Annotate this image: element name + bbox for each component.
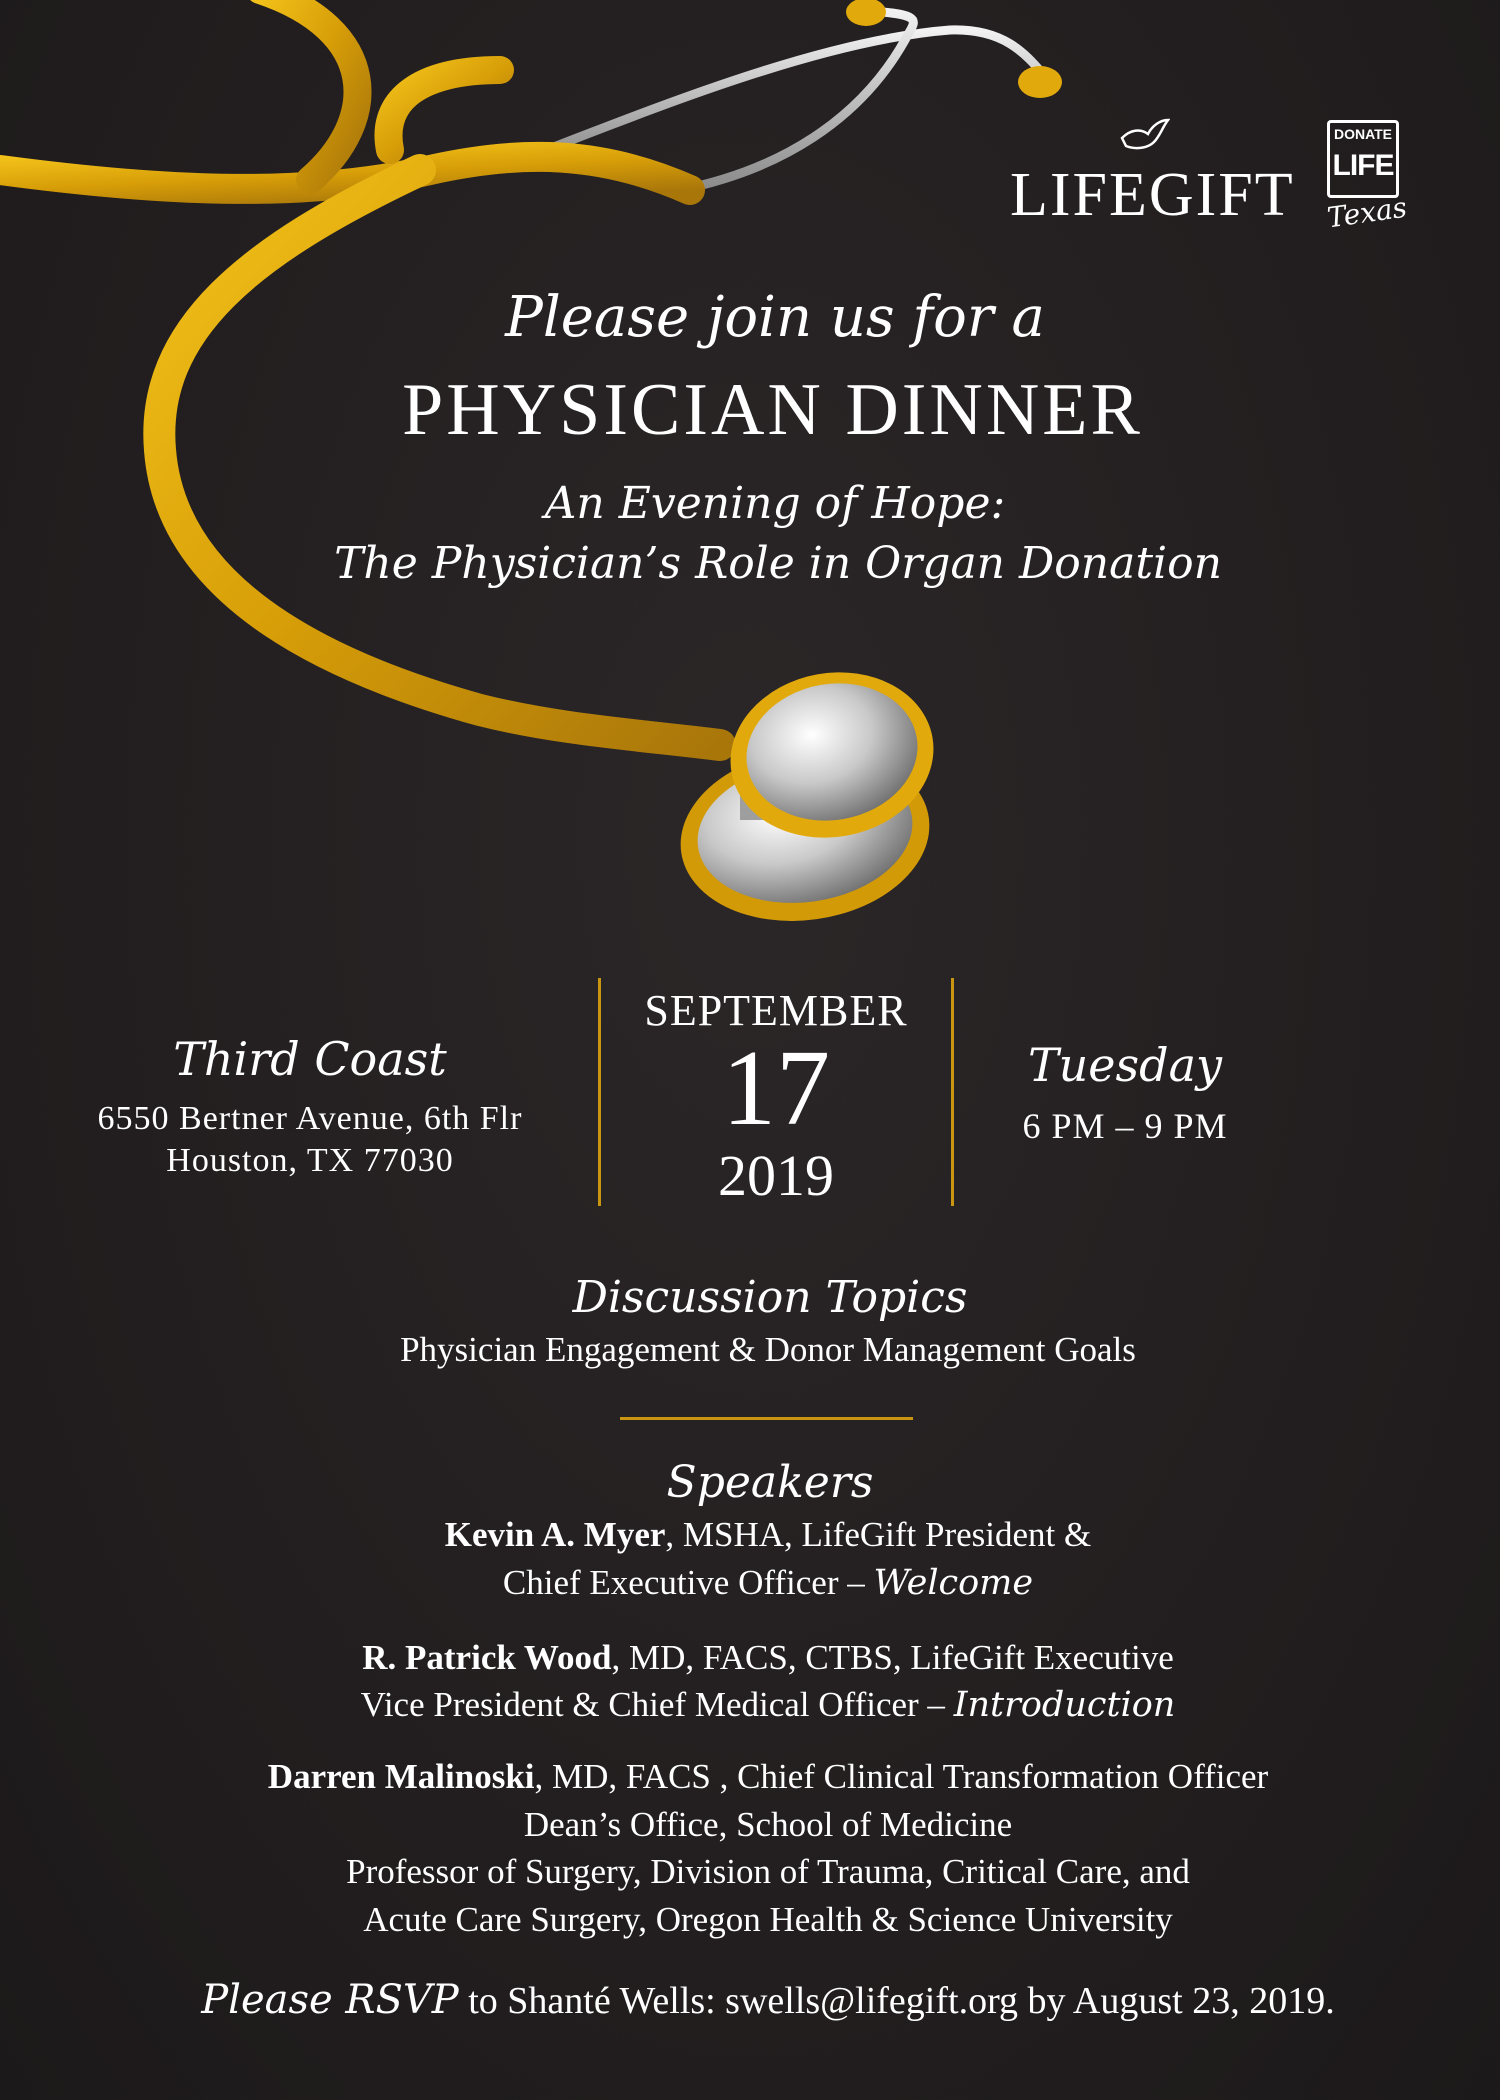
dove-icon xyxy=(1120,118,1170,158)
lifegift-wordmark: LIFEGIFT xyxy=(1010,161,1295,229)
event-subtitle-line1: An Evening of Hope: xyxy=(544,478,1006,529)
event-day: 17 xyxy=(722,1029,830,1148)
speaker-3-line4: Acute Care Surgery, Oregon Health & Science University xyxy=(363,1900,1173,1939)
section-divider xyxy=(620,1417,913,1420)
speaker-1-role: Welcome xyxy=(873,1563,1034,1603)
rsvp-label: Please RSVP xyxy=(201,1977,459,2023)
donate-life-state-text: Texas xyxy=(1325,190,1409,235)
venue-address-line1: 6550 Bertner Avenue, 6th Flr xyxy=(97,1100,523,1137)
lifegift-logo xyxy=(1010,118,1295,229)
speaker-1-credentials: , MSHA, LifeGift President & xyxy=(665,1515,1092,1554)
speaker-2-line1 xyxy=(0,1638,1500,1678)
speaker-2-name: R. Patrick Wood xyxy=(362,1638,612,1677)
donate-life-main-text: LIFE xyxy=(1332,149,1394,182)
speaker-2-credentials: , MD, FACS, CTBS, LifeGift Executive xyxy=(611,1638,1174,1677)
topics-heading: Discussion Topics xyxy=(572,1272,968,1323)
speaker-1-line1 xyxy=(0,1515,1500,1555)
rsvp-details: to Shanté Wells: swells@lifegift.org by August 23, 2019. xyxy=(458,1980,1335,2022)
topics-text: Physician Engagement & Donor Management Goals xyxy=(400,1330,1136,1369)
donate-life-badge xyxy=(1327,120,1399,198)
donate-life-top-text: DONATE xyxy=(1333,126,1393,142)
speakers-heading: Speakers xyxy=(666,1457,874,1508)
invitation-intro: Please join us for a xyxy=(505,285,1045,350)
event-time: 6 PM – 9 PM xyxy=(1022,1106,1228,1146)
speaker-2-title: Vice President & Chief Medical Officer – xyxy=(360,1685,954,1724)
speaker-3-line3: Professor of Surgery, Division of Trauma, Critical Care, and xyxy=(346,1852,1190,1891)
speaker-3-line2: Dean’s Office, School of Medicine xyxy=(523,1805,1013,1844)
event-subtitle-line2: The Physician’s Role in Organ Donation xyxy=(334,538,1222,589)
event-year: 2019 xyxy=(718,1143,834,1208)
event-month: SEPTEMBER xyxy=(644,986,908,1035)
venue-address-line2: Houston, TX 77030 xyxy=(166,1142,454,1179)
speaker-1-line2 xyxy=(0,1563,1500,1603)
event-weekday: Tuesday xyxy=(1028,1038,1222,1092)
speaker-1-name: Kevin A. Myer xyxy=(444,1515,666,1554)
speaker-3-name: Darren Malinoski xyxy=(267,1757,535,1796)
donate-life-texas-logo xyxy=(1325,118,1409,236)
speaker-3-credentials: , MD, FACS , Chief Clinical Transformation Officer xyxy=(534,1757,1269,1796)
speaker-1-title: Chief Executive Officer – xyxy=(502,1563,874,1602)
venue-name: Third Coast xyxy=(173,1032,447,1086)
speaker-3-line1 xyxy=(0,1757,1500,1797)
speaker-2-line2 xyxy=(0,1685,1500,1725)
rsvp-line xyxy=(0,1977,1500,2023)
speaker-2-role: Introduction xyxy=(953,1685,1176,1725)
event-title: PHYSICIAN DINNER xyxy=(402,369,1143,451)
